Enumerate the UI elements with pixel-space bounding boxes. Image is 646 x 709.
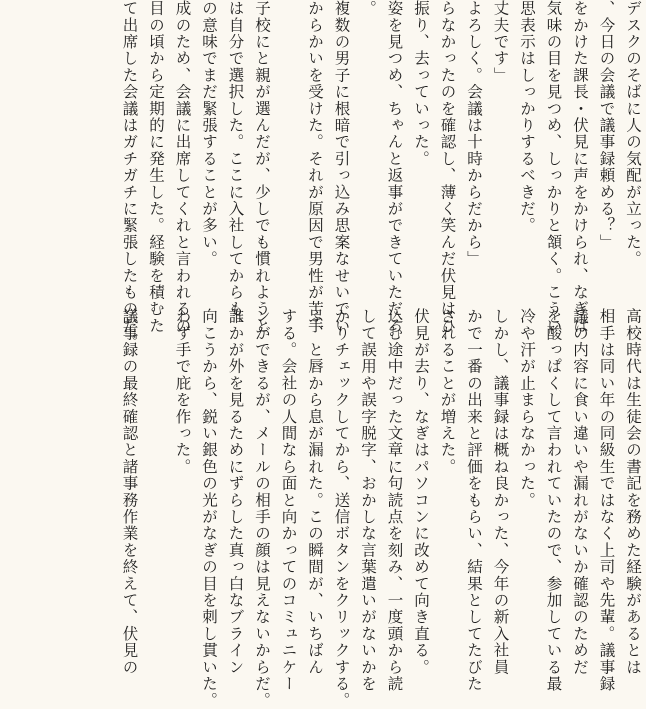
text-line: ンができるが、メールの相手の顔は見えないからだ。 (249, 308, 276, 648)
text-line: 込む途中だった文章に句読点を刻み、一度頭から読 (381, 308, 408, 648)
text-line (143, 308, 170, 648)
top-text-block (116, 0, 646, 300)
text-line: かりチェックしてから、送信ボタンをクリックする。 (328, 308, 355, 648)
text-line: して誤用や誤字脱字、おかしな言葉遣いがないかを (355, 308, 382, 648)
text-line: されることが増えた。 (434, 308, 461, 648)
text-line: をかけた課長・伏見に声をかけられ、なぎは (567, 0, 594, 300)
text-line: 冷や汗が止まらなかった。 (514, 308, 541, 648)
text-line: 目の頃から定期的に発生した。経験を積むた (143, 0, 170, 300)
text-line: 子校にと親が選んだが、少しでも慣れようと (249, 0, 276, 300)
text-line: は自分で選択した。ここに入社してからも、 (222, 0, 249, 300)
text-line: ふ、と唇から息が漏れた。この瞬間が、いちばん (302, 308, 329, 648)
text-line: 伏見が去り、なぎはパソコンに改めて向き直る。 (408, 308, 435, 648)
text-line: らなかったのを確認し、薄く笑んだ伏見はひ (434, 0, 461, 300)
text-line: 誰かが外を見るためにずらした真っ白なブライン (222, 308, 249, 648)
text-line: しかし、議事録は概ね良かった、今年の新入社員 (487, 308, 514, 648)
text-line (275, 0, 302, 300)
text-line: 気味の目を見つめ、しっかりと頷く。こうい (540, 0, 567, 300)
text-line: 相手は同い年の同級生ではなく上司や先輩。議事録 (593, 308, 620, 648)
bottom-text-block (116, 308, 646, 648)
text-line: 議の内容に食い違いや漏れがないか確認のためだ (567, 308, 594, 648)
text-line: 丈夫です」 (487, 0, 514, 300)
text-line: 振り、去っていった。 (408, 0, 435, 300)
text-line: 、今日の会議で議事録頼める？」 (593, 0, 620, 300)
text-line: 姿を見つめ、ちゃんと返事ができていただろ (381, 0, 408, 300)
text-line: かで一番の出来と評価をもらい、結果としてたびた (461, 308, 488, 648)
text-line: よろしく。会議は十時からだから」 (461, 0, 488, 300)
text-line: を酸っぱくして言われていたので、参加している最 (540, 308, 567, 648)
text-line: 思表示はしっかりするべきだ。 (514, 0, 541, 300)
text-line: わず手で庇を作った。 (169, 308, 196, 648)
text-line: て出席した会議はガチガチに緊張したものだ。 (116, 0, 143, 300)
text-line: 成のため、会議に出席してくれと言われるの (169, 0, 196, 300)
text-line: の意味でまだ緊張することが多い。 (196, 0, 223, 300)
text-line: する。会社の人間なら面と向かってのコミュニケー (275, 308, 302, 648)
text-line: 議事録の最終確認と諸事務作業を終えて、伏見の (116, 308, 143, 648)
text-line: 向こうから、鋭い銀色の光がなぎの目を刺し貫いた。 (196, 308, 223, 648)
text-line: 複数の男子に根暗で引っ込み思案なせいでい (328, 0, 355, 300)
text-line: からかいを受けた。それが原因で男性が苦手 (302, 0, 329, 300)
text-line: 高校時代は生徒会の書記を務めた経験があるとは (620, 308, 646, 648)
text-line: デスクのそばに人の気配が立った。 (620, 0, 646, 300)
text-line: 。 (355, 0, 382, 300)
